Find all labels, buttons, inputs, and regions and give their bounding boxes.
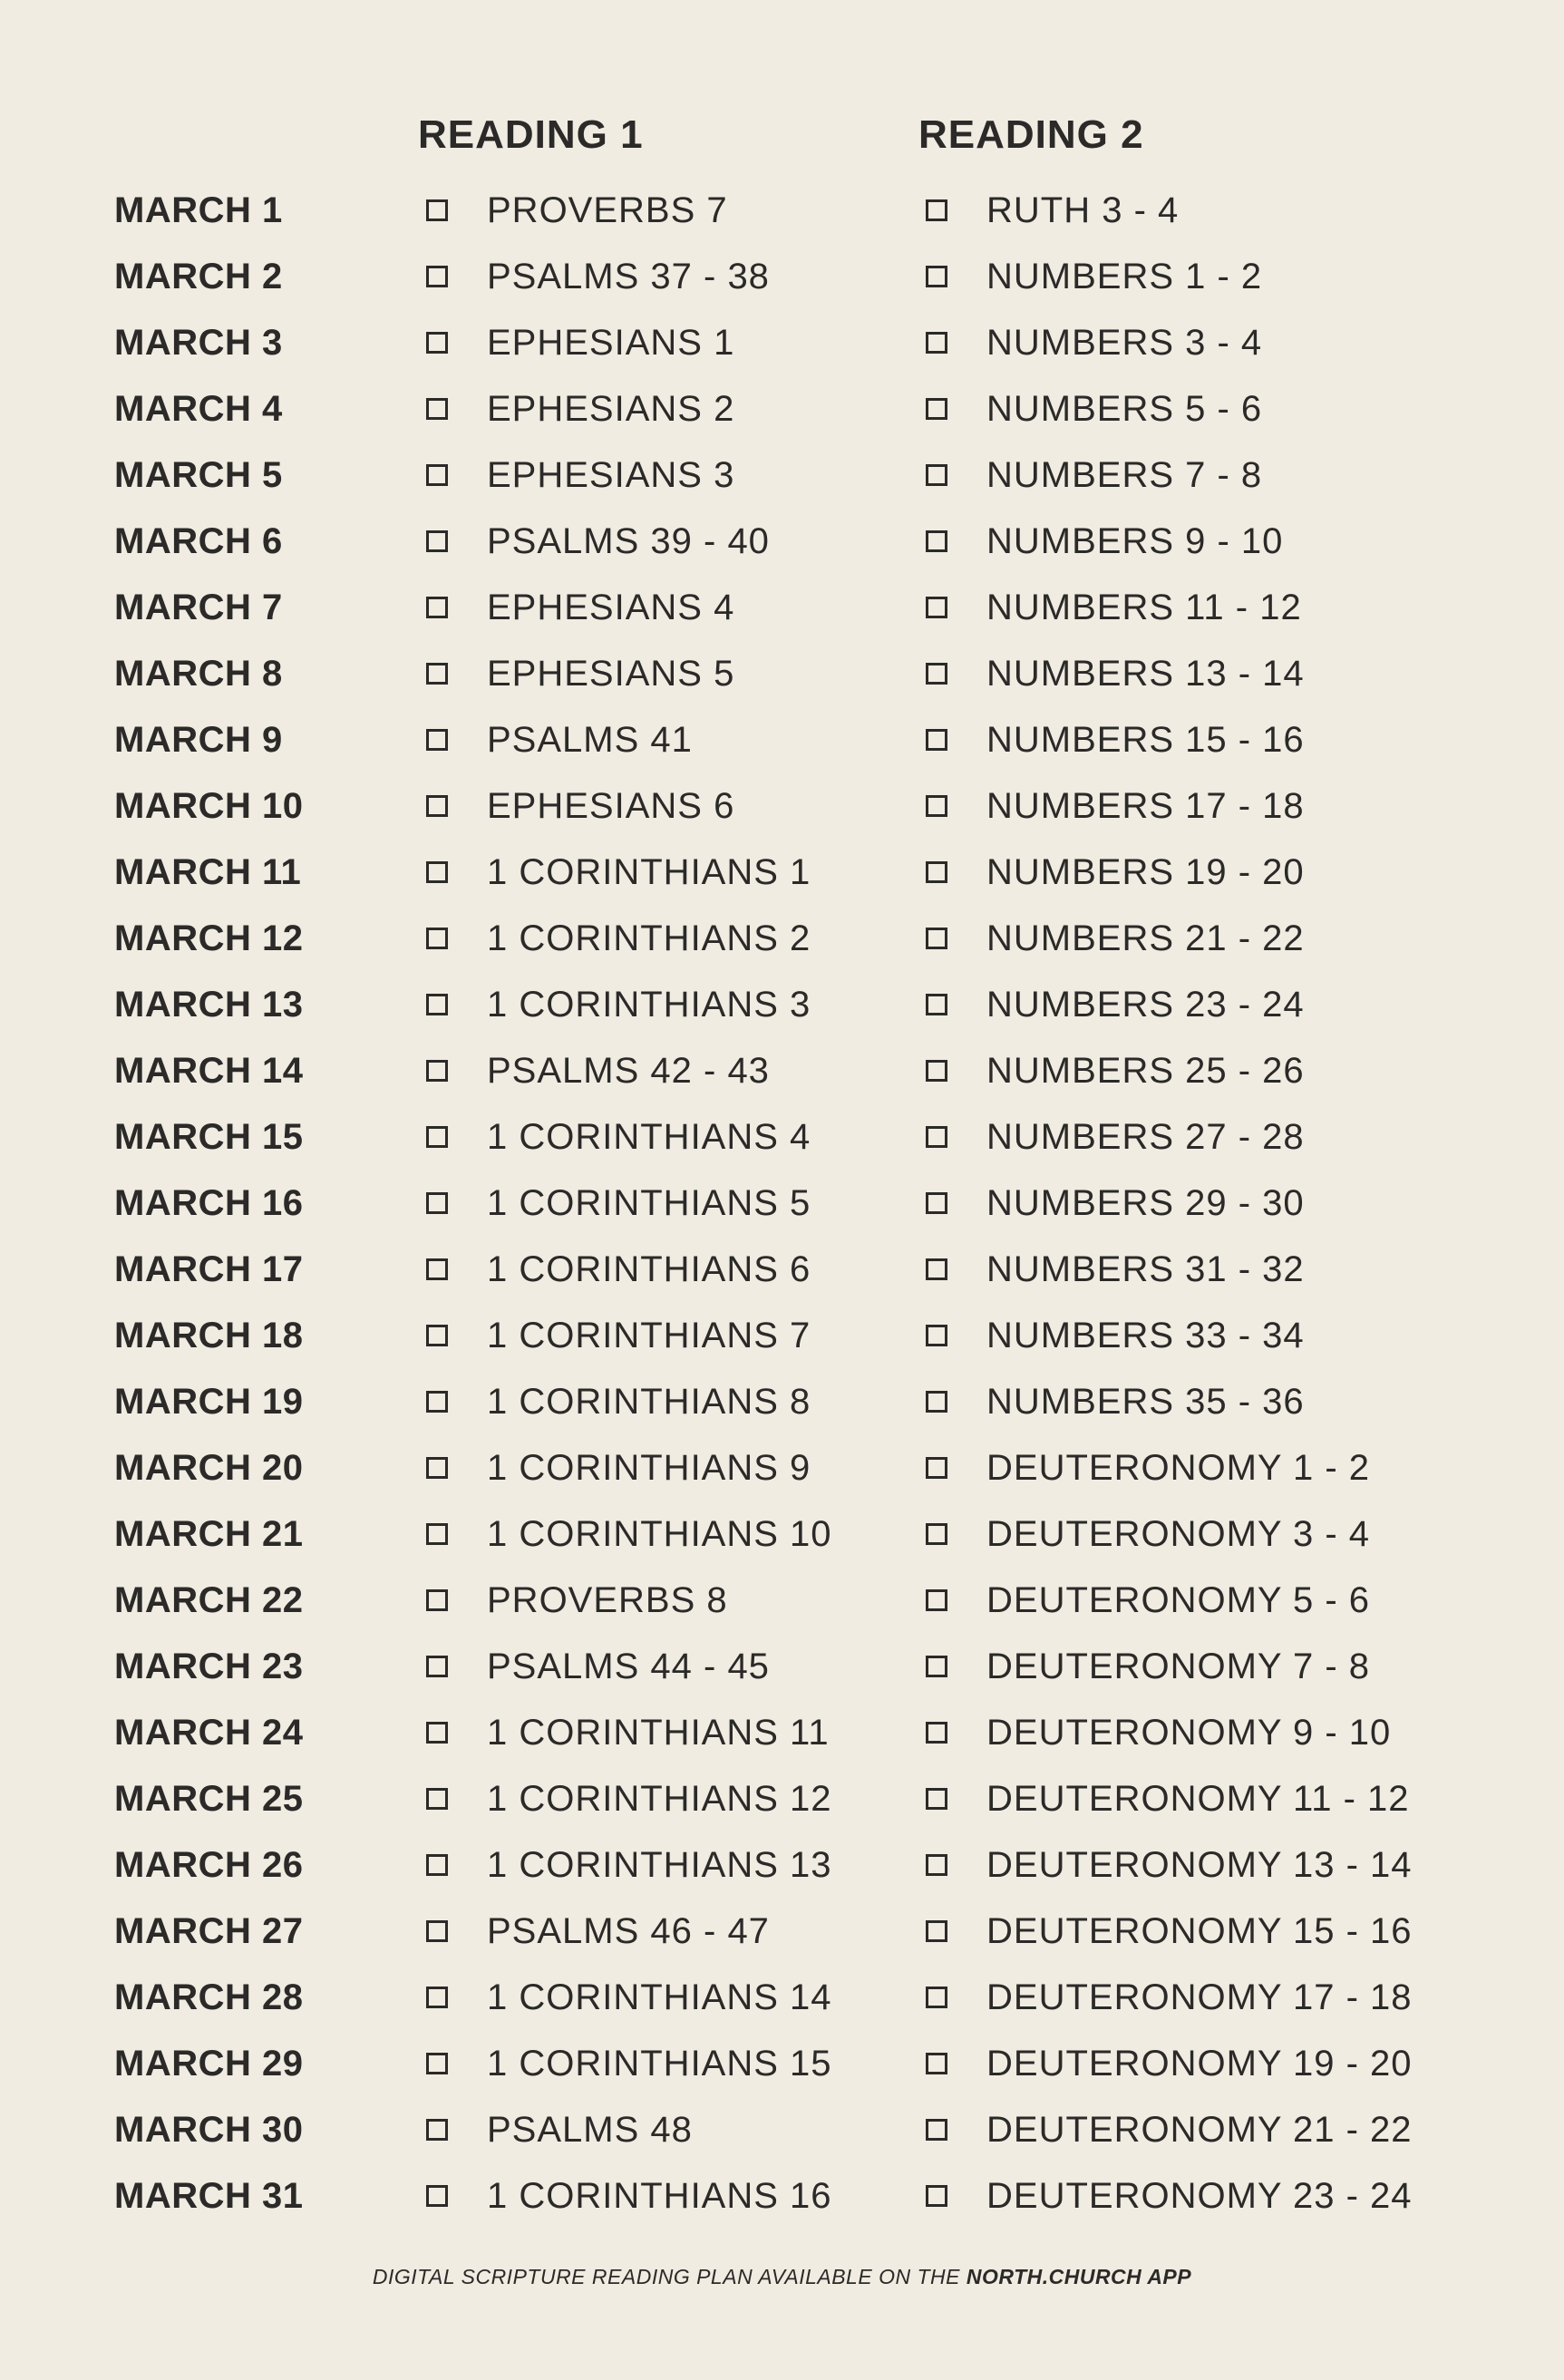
reading-2-checkbox[interactable] (926, 1457, 947, 1479)
reading-2-checkbox[interactable] (926, 1854, 947, 1876)
plan-row (0, 1307, 1564, 1373)
reading-2-text: DEUTERONOMY 5 - 6 (986, 1580, 1370, 1620)
footer-note (0, 2265, 1564, 2289)
reading-1-text: 1 CORINTHIANS 15 (487, 2044, 832, 2084)
reading-2-checkbox[interactable] (926, 398, 947, 420)
reading-1-checkbox[interactable] (426, 729, 448, 751)
row-date: MARCH 27 (114, 1911, 304, 1951)
reading-2-checkbox[interactable] (926, 266, 947, 287)
plan-row (0, 2167, 1564, 2233)
column-headers (0, 112, 1564, 167)
reading-1-checkbox[interactable] (426, 1523, 448, 1545)
row-date: MARCH 28 (114, 1977, 304, 2017)
reading-1-checkbox[interactable] (426, 1258, 448, 1280)
plan-row (0, 1704, 1564, 1770)
reading-2-checkbox[interactable] (926, 729, 947, 751)
reading-1-checkbox[interactable] (426, 928, 448, 949)
reading-1-checkbox[interactable] (426, 861, 448, 883)
reading-2-checkbox[interactable] (926, 199, 947, 221)
row-date: MARCH 6 (114, 521, 283, 561)
row-date: MARCH 15 (114, 1117, 304, 1157)
row-date: MARCH 3 (114, 323, 283, 363)
plan-row (0, 1637, 1564, 1704)
reading-1-text: 1 CORINTHIANS 5 (487, 1183, 811, 1223)
reading-2-checkbox[interactable] (926, 332, 947, 354)
reading-1-checkbox[interactable] (426, 994, 448, 1015)
reading-1-checkbox[interactable] (426, 597, 448, 618)
reading-2-text: DEUTERONOMY 15 - 16 (986, 1911, 1413, 1951)
reading-2-checkbox[interactable] (926, 1788, 947, 1810)
plan-row (0, 2035, 1564, 2101)
reading-2-text: DEUTERONOMY 7 - 8 (986, 1647, 1370, 1686)
reading-2-checkbox[interactable] (926, 1656, 947, 1677)
reading-1-text: PROVERBS 7 (487, 190, 728, 230)
reading-2-text: NUMBERS 5 - 6 (986, 389, 1263, 429)
row-date: MARCH 2 (114, 257, 283, 296)
reading-2-text: DEUTERONOMY 11 - 12 (986, 1779, 1410, 1819)
reading-2-text: NUMBERS 31 - 32 (986, 1249, 1305, 1289)
reading-2-checkbox[interactable] (926, 1391, 947, 1413)
reading-1-checkbox[interactable] (426, 1325, 448, 1346)
reading-2-text: NUMBERS 35 - 36 (986, 1382, 1305, 1422)
reading-1-text: EPHESIANS 1 (487, 323, 735, 363)
reading-1-text: 1 CORINTHIANS 14 (487, 1977, 832, 2017)
plan-row (0, 1240, 1564, 1307)
row-date: MARCH 24 (114, 1713, 304, 1753)
plan-row (0, 512, 1564, 578)
plan-row (0, 1108, 1564, 1174)
reading-1-checkbox[interactable] (426, 1391, 448, 1413)
reading-1-checkbox[interactable] (426, 2185, 448, 2207)
reading-2-text: NUMBERS 29 - 30 (986, 1183, 1305, 1223)
plan-row (0, 1571, 1564, 1637)
plan-row (0, 711, 1564, 777)
reading-2-checkbox[interactable] (926, 464, 947, 486)
reading-2-text: NUMBERS 1 - 2 (986, 257, 1263, 296)
reading-2-text: NUMBERS 11 - 12 (986, 588, 1302, 627)
reading-1-checkbox[interactable] (426, 1060, 448, 1082)
plan-row (0, 380, 1564, 446)
reading-2-text: NUMBERS 9 - 10 (986, 521, 1284, 561)
row-date: MARCH 20 (114, 1448, 304, 1488)
reading-2-text: NUMBERS 7 - 8 (986, 455, 1263, 495)
row-date: MARCH 14 (114, 1051, 304, 1091)
reading-2-checkbox[interactable] (926, 928, 947, 949)
reading-2-text: NUMBERS 21 - 22 (986, 918, 1305, 958)
row-date: MARCH 23 (114, 1647, 304, 1686)
reading-2-checkbox[interactable] (926, 1325, 947, 1346)
plan-row (0, 1770, 1564, 1836)
reading-1-text: PSALMS 44 - 45 (487, 1647, 770, 1686)
plan-row (0, 314, 1564, 380)
reading-2-text: NUMBERS 17 - 18 (986, 786, 1305, 826)
row-date: MARCH 12 (114, 918, 304, 958)
reading-1-text: 1 CORINTHIANS 7 (487, 1316, 811, 1355)
reading-2-text: NUMBERS 13 - 14 (986, 654, 1305, 694)
reading-1-text: 1 CORINTHIANS 6 (487, 1249, 811, 1289)
plan-row (0, 645, 1564, 711)
reading-2-checkbox[interactable] (926, 1060, 947, 1082)
reading-2-checkbox[interactable] (926, 1126, 947, 1148)
row-date: MARCH 17 (114, 1249, 304, 1289)
reading-1-checkbox[interactable] (426, 1722, 448, 1744)
reading-1-checkbox[interactable] (426, 530, 448, 552)
plan-row (0, 1968, 1564, 2035)
reading-1-checkbox[interactable] (426, 398, 448, 420)
reading-1-checkbox[interactable] (426, 266, 448, 287)
plan-row (0, 909, 1564, 976)
reading-1-text: 1 CORINTHIANS 10 (487, 1514, 832, 1554)
reading-1-text: PSALMS 48 (487, 2110, 693, 2150)
plan-row (0, 578, 1564, 645)
reading-2-text: DEUTERONOMY 13 - 14 (986, 1845, 1413, 1885)
plan-row (0, 2101, 1564, 2167)
reading-1-checkbox[interactable] (426, 1656, 448, 1677)
reading-1-checkbox[interactable] (426, 795, 448, 817)
reading-1-checkbox[interactable] (426, 1920, 448, 1942)
plan-row (0, 1439, 1564, 1505)
reading-1-text: PSALMS 46 - 47 (487, 1911, 770, 1951)
row-date: MARCH 21 (114, 1514, 304, 1554)
reading-2-checkbox[interactable] (926, 663, 947, 685)
reading-1-checkbox[interactable] (426, 1788, 448, 1810)
reading-2-text: DEUTERONOMY 23 - 24 (986, 2176, 1413, 2216)
row-date: MARCH 1 (114, 190, 283, 230)
reading-1-text: 1 CORINTHIANS 9 (487, 1448, 811, 1488)
reading-2-header: READING 2 (918, 112, 1144, 157)
row-date: MARCH 4 (114, 389, 283, 429)
reading-2-checkbox[interactable] (926, 530, 947, 552)
reading-2-text: DEUTERONOMY 1 - 2 (986, 1448, 1370, 1488)
reading-1-text: PSALMS 42 - 43 (487, 1051, 770, 1091)
reading-1-text: 1 CORINTHIANS 11 (487, 1713, 830, 1753)
row-date: MARCH 11 (114, 852, 302, 892)
reading-1-text: 1 CORINTHIANS 1 (487, 852, 811, 892)
reading-2-text: DEUTERONOMY 9 - 10 (986, 1713, 1392, 1753)
plan-row (0, 843, 1564, 909)
row-date: MARCH 9 (114, 720, 283, 760)
plan-row (0, 248, 1564, 314)
footer-brand: NORTH.CHURCH APP (966, 2265, 1192, 2288)
reading-plan-list (0, 181, 1564, 2233)
reading-1-checkbox[interactable] (426, 1192, 448, 1214)
plan-row (0, 1042, 1564, 1108)
row-date: MARCH 8 (114, 654, 283, 694)
reading-2-checkbox[interactable] (926, 994, 947, 1015)
reading-2-checkbox[interactable] (926, 1258, 947, 1280)
reading-2-checkbox[interactable] (926, 2185, 947, 2207)
reading-1-text: 1 CORINTHIANS 13 (487, 1845, 832, 1885)
reading-2-text: RUTH 3 - 4 (986, 190, 1180, 230)
reading-1-text: EPHESIANS 5 (487, 654, 735, 694)
row-date: MARCH 30 (114, 2110, 304, 2150)
reading-2-checkbox[interactable] (926, 2119, 947, 2141)
reading-1-text: 1 CORINTHIANS 8 (487, 1382, 811, 1422)
reading-1-checkbox[interactable] (426, 1126, 448, 1148)
reading-2-text: NUMBERS 19 - 20 (986, 852, 1305, 892)
reading-2-text: NUMBERS 3 - 4 (986, 323, 1263, 363)
reading-1-checkbox[interactable] (426, 2053, 448, 2074)
reading-1-text: EPHESIANS 4 (487, 588, 735, 627)
reading-2-text: NUMBERS 23 - 24 (986, 985, 1305, 1025)
reading-2-text: DEUTERONOMY 19 - 20 (986, 2044, 1413, 2084)
reading-2-text: DEUTERONOMY 17 - 18 (986, 1977, 1413, 2017)
reading-1-checkbox[interactable] (426, 1854, 448, 1876)
row-date: MARCH 18 (114, 1316, 304, 1355)
reading-2-checkbox[interactable] (926, 597, 947, 618)
reading-1-checkbox[interactable] (426, 663, 448, 685)
reading-2-text: NUMBERS 25 - 26 (986, 1051, 1305, 1091)
footer-text: DIGITAL SCRIPTURE READING PLAN AVAILABLE ON THE (372, 2265, 967, 2288)
reading-2-checkbox[interactable] (926, 2053, 947, 2074)
reading-1-text: PROVERBS 8 (487, 1580, 728, 1620)
reading-1-header: READING 1 (418, 112, 644, 157)
reading-1-text: 1 CORINTHIANS 4 (487, 1117, 811, 1157)
plan-row (0, 1505, 1564, 1571)
reading-1-text: PSALMS 41 (487, 720, 693, 760)
plan-row (0, 1836, 1564, 1902)
reading-2-checkbox[interactable] (926, 1987, 947, 2008)
reading-2-checkbox[interactable] (926, 795, 947, 817)
reading-2-text: NUMBERS 33 - 34 (986, 1316, 1305, 1355)
plan-row (0, 777, 1564, 843)
reading-1-text: PSALMS 39 - 40 (487, 521, 770, 561)
row-date: MARCH 29 (114, 2044, 304, 2084)
row-date: MARCH 5 (114, 455, 283, 495)
reading-2-text: DEUTERONOMY 3 - 4 (986, 1514, 1370, 1554)
plan-row (0, 181, 1564, 248)
reading-2-checkbox[interactable] (926, 1722, 947, 1744)
reading-1-checkbox[interactable] (426, 199, 448, 221)
reading-2-text: DEUTERONOMY 21 - 22 (986, 2110, 1413, 2150)
row-date: MARCH 10 (114, 786, 304, 826)
row-date: MARCH 25 (114, 1779, 304, 1819)
row-date: MARCH 22 (114, 1580, 304, 1620)
reading-2-text: NUMBERS 15 - 16 (986, 720, 1305, 760)
reading-1-text: EPHESIANS 3 (487, 455, 735, 495)
plan-row (0, 1902, 1564, 1968)
reading-1-text: EPHESIANS 2 (487, 389, 735, 429)
reading-1-checkbox[interactable] (426, 1987, 448, 2008)
row-date: MARCH 31 (114, 2176, 304, 2216)
row-date: MARCH 26 (114, 1845, 304, 1885)
reading-1-text: 1 CORINTHIANS 16 (487, 2176, 832, 2216)
reading-1-text: EPHESIANS 6 (487, 786, 735, 826)
reading-2-checkbox[interactable] (926, 1192, 947, 1214)
reading-2-checkbox[interactable] (926, 1523, 947, 1545)
plan-row (0, 976, 1564, 1042)
reading-2-checkbox[interactable] (926, 1589, 947, 1611)
reading-1-checkbox[interactable] (426, 1457, 448, 1479)
row-date: MARCH 13 (114, 985, 304, 1025)
reading-1-checkbox[interactable] (426, 332, 448, 354)
row-date: MARCH 16 (114, 1183, 304, 1223)
plan-row (0, 1174, 1564, 1240)
reading-2-text: NUMBERS 27 - 28 (986, 1117, 1305, 1157)
reading-1-text: 1 CORINTHIANS 3 (487, 985, 811, 1025)
reading-1-text: 1 CORINTHIANS 2 (487, 918, 811, 958)
row-date: MARCH 19 (114, 1382, 304, 1422)
reading-1-checkbox[interactable] (426, 464, 448, 486)
plan-row (0, 1373, 1564, 1439)
reading-1-text: PSALMS 37 - 38 (487, 257, 770, 296)
reading-2-checkbox[interactable] (926, 861, 947, 883)
reading-1-checkbox[interactable] (426, 2119, 448, 2141)
reading-1-text: 1 CORINTHIANS 12 (487, 1779, 832, 1819)
reading-2-checkbox[interactable] (926, 1920, 947, 1942)
reading-1-checkbox[interactable] (426, 1589, 448, 1611)
plan-row (0, 446, 1564, 512)
row-date: MARCH 7 (114, 588, 283, 627)
